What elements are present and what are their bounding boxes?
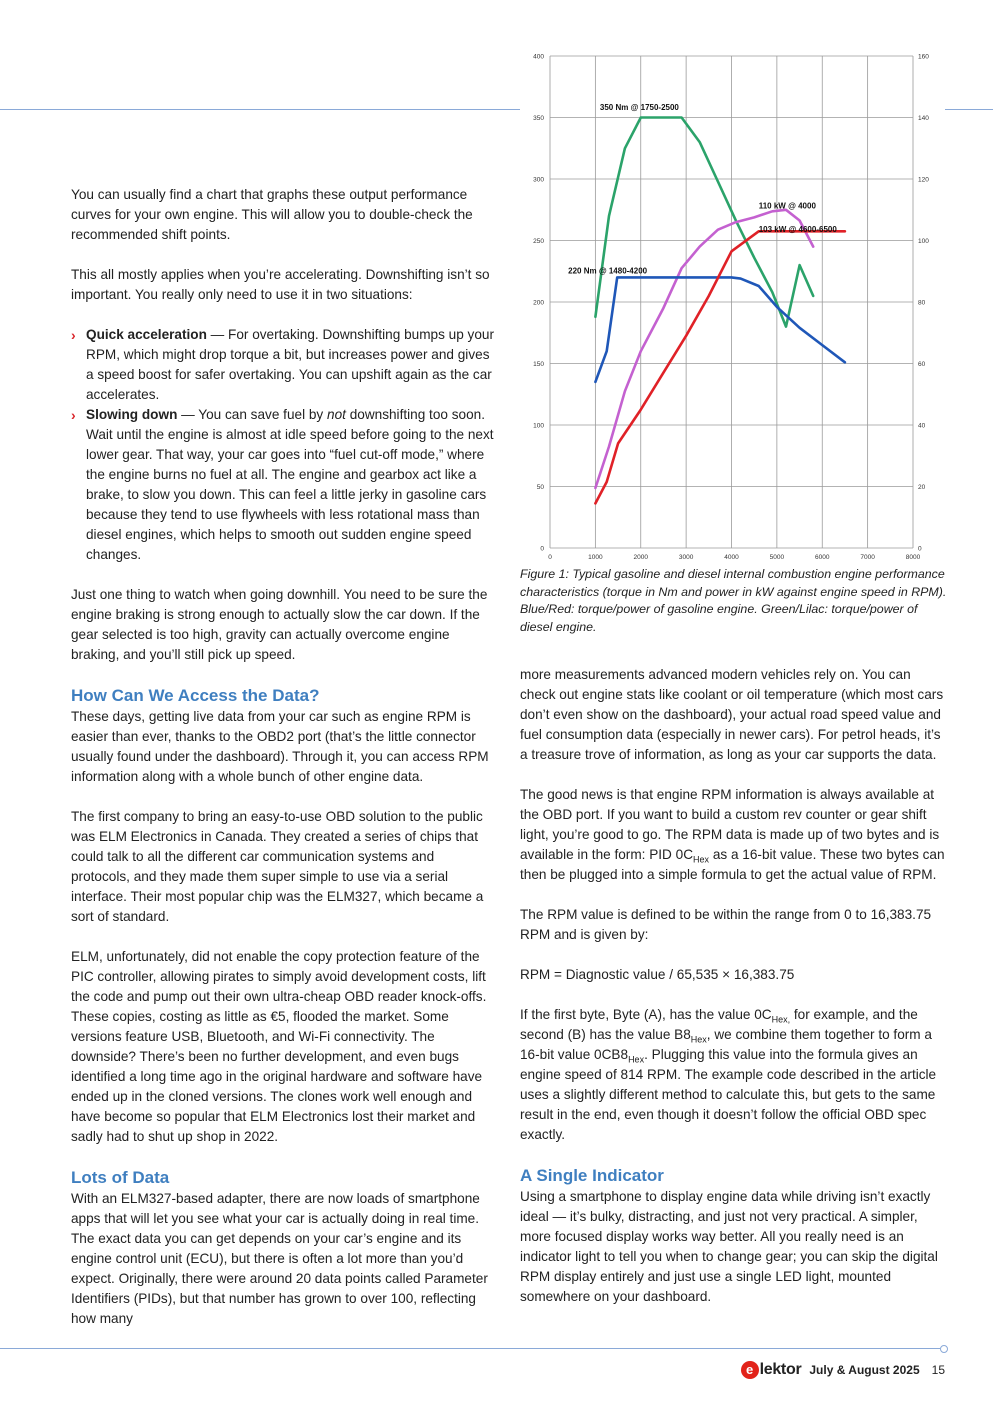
x-tick-label: 7000 [860, 554, 875, 561]
right-column [520, 665, 945, 1327]
header-rule-right [945, 109, 993, 110]
page-number: 15 [931, 1363, 945, 1377]
subscript: Hex [628, 1054, 645, 1065]
y-right-tick-label: 60 [918, 361, 926, 368]
x-tick-label: 4000 [724, 554, 739, 561]
bullet-list [71, 325, 496, 565]
text-run: as a 16-bit value. These two bytes can then be plugged into a simple formula to get the actual value of RPM. [520, 847, 945, 882]
paragraph: The RPM value is defined to be within the range from 0 to 16,383.75 RPM and is given by: [520, 907, 932, 942]
logo-mark: e [741, 1361, 759, 1379]
subscript: Hex [693, 854, 710, 865]
y-left-tick-label: 150 [533, 361, 544, 368]
y-right-tick-label: 100 [918, 238, 929, 245]
bullet-text: — You can save fuel by [177, 407, 328, 422]
paragraph: Using a smartphone to display engine data while driving isn’t exactly ideal — it’s bulky, distracting, and just not very practical. A simpler, more focused display works way better. All you really need is an indicator light to tell you when to change gear; you can skip the digital RPM display entirely and just use a single LED light, mounted somewhere on your dashboard. [520, 1189, 938, 1304]
page-footer [741, 1361, 945, 1379]
bullet-item [71, 405, 496, 565]
paragraph: You can usually find a chart that graphs these output performance curves for your own engine. This will allow you to double-check the recommended shift points. [71, 187, 473, 242]
series-line [595, 277, 845, 382]
elektor-logo [741, 1361, 802, 1379]
x-tick-label: 3000 [678, 554, 694, 561]
bullet-item [71, 325, 496, 405]
y-right-tick-label: 40 [918, 422, 926, 430]
text-run: If the first byte, Byte (A), has the value 0C [520, 1007, 772, 1022]
chart-annotation: 110 kW @ 4000 [758, 201, 816, 211]
chart-annotation: 220 Nm @ 1480-4200 [568, 266, 648, 276]
issue-date: July & August 2025 [809, 1363, 920, 1377]
logo-text: lektor [759, 1361, 802, 1378]
section-heading: Lots of Data [71, 1168, 170, 1187]
series-line [595, 210, 813, 488]
chart-annotation: 350 Nm @ 1750-2500 [599, 103, 679, 113]
paragraph: With an ELM327-based adapter, there are now loads of smartphone apps that will let you see what your car is actually doing in real time. The exact data you can get depends on your car’s engine and its engine control unit (ECU), but there is often a lot more than you’d expect. Originally, there were around 20 data points called Parameter Identifiers (PIDs), but that number has grown to over 100, reflecting how many [71, 1191, 488, 1326]
paragraph: These days, getting live data from your car such as engine RPM is easier than ever, thanks to the OBD2 port (that’s the little connector usually found under the dashboard). Through it, you can access RPM information along with a whole bunch of other engine data. [71, 709, 489, 784]
y-right-tick-label: 120 [918, 176, 929, 184]
x-tick-label: 0 [548, 554, 552, 561]
bullet-term: Quick acceleration [86, 327, 207, 342]
paragraph: Just one thing to watch when going downhill. You need to be sure the engine braking is strong enough to actually slow the car down. If the gear selected is too high, gravity can actually overcome engine braking, and you’ll still pick up speed. [71, 587, 488, 662]
subscript: Hex [690, 1034, 707, 1045]
y-left-tick-label: 300 [533, 176, 544, 184]
figure-caption: Figure 1: Typical gasoline and diesel internal combustion engine performance characteristics (torque in Nm and power in kW against engine speed in RPM). Blue/Red: torque/power of gasoline engine. Green/Lilac: torque/power of diesel engine. [520, 567, 947, 634]
bullet-term: Slowing down [86, 407, 178, 422]
bullet-emphasis: not [327, 407, 346, 422]
left-column [71, 185, 496, 1349]
section-heading: How Can We Access the Data? [71, 686, 320, 705]
text-run: for example, and the second (B) has the value B8 [520, 1007, 918, 1042]
paragraph [520, 785, 945, 885]
paragraph: The first company to bring an easy-to-use OBD solution to the public was ELM Electronics in Canada. They created a series of chips that could talk to all the different car communication systems and protocols, and they made them super simple to use via a serial interface. Their most popular chip was the ELM327, which became a sort of standard. [71, 809, 484, 924]
y-right-tick-label: 80 [918, 299, 926, 307]
text-run: . Plugging this value into the formula gives an engine speed of 814 RPM. The example code described in the article uses a slightly different method to calculate this, but gets to the same result in the end, even though it doesn’t follow the official OBD spec exactly. [520, 1047, 937, 1142]
x-tick-label: 2000 [633, 554, 648, 561]
paragraph: ELM, unfortunately, did not enable the copy protection feature of the PIC controller, allowing pirates to simply avoid development costs, lift the code and pump out their own ultra-cheap OBD reader knock-offs. These copies, costing as little as €5, flooded the market. Some versions feature USB, Bluetooth, and Wi-Fi connectivity. The downside? There’s been no further development, and even bugs identified a long time ago in the original hardware and software have ended up in the cloned versions. The clones work well enough and have become so popular that ELM Electronics lost their market and sadly had to shut up shop in 2022. [71, 949, 487, 1144]
y-right-tick-label: 0 [918, 545, 922, 553]
y-left-tick-label: 250 [533, 238, 544, 245]
y-right-tick-label: 140 [918, 115, 929, 122]
subscript: Hex, [771, 1014, 791, 1025]
paragraph: This all mostly applies when you’re accelerating. Downshifting isn’t so important. You really only need to use it in two situations: [71, 267, 490, 302]
footer-rule-dot [940, 1345, 948, 1353]
x-tick-label: 6000 [815, 554, 830, 561]
y-left-tick-label: 50 [536, 484, 544, 491]
y-left-tick-label: 100 [533, 422, 544, 430]
bullet-text: — For overtaking. Downshifting bumps up your RPM, which might drop torque a bit, but increases power and gives a speed boost for safer overtaking. You can upshift again as the car accelerates. [86, 327, 494, 402]
header-rule-left [0, 109, 520, 110]
y-right-tick-label: 20 [918, 484, 926, 491]
chevron-right-icon: › [71, 327, 76, 343]
section-heading: A Single Indicator [520, 1166, 664, 1185]
engine-performance-chart [520, 48, 940, 564]
y-right-tick-label: 160 [918, 53, 929, 61]
text-run: The good news is that engine RPM information is always available at the OBD port. If you want to build a custom rev counter or gear shift light, you’re good to go. The RPM data is made up of two bytes and is available in the form: PID 0C [520, 787, 940, 862]
formula: RPM = Diagnostic value / 65,535 × 16,383.75 [520, 967, 795, 982]
x-tick-label: 1000 [588, 554, 603, 561]
chart-annotation: 103 kW @ 4600-6500 [758, 224, 837, 234]
bullet-text: downshifting too soon. Wait until the engine is almost at idle speed before going to the next lower gear. That way, your car goes into “fuel cut-off mode,” where the engine burns no fuel at all. The engine and gearbox act like a brake, to slow you down. This can feel a little jerky in gasoline cars because they tend to use flywheels with less rotational mass than diesel engines, which helps to smooth out sudden engine speed changes. [86, 407, 494, 562]
y-left-tick-label: 350 [533, 115, 544, 122]
y-left-tick-label: 200 [533, 299, 544, 307]
paragraph [520, 1005, 945, 1145]
series-line [595, 118, 813, 327]
x-tick-label: 8000 [905, 554, 921, 561]
x-tick-label: 5000 [769, 554, 785, 561]
chevron-right-icon: › [71, 407, 76, 423]
text-run: , we combine them together to form a 16-bit value 0CB8 [520, 1027, 932, 1062]
y-left-tick-label: 0 [540, 545, 544, 553]
paragraph: more measurements advanced modern vehicles rely on. You can check out engine stats like coolant or oil temperature (which most cars don’t even show on the dashboard), your actual road speed value and fuel consumption data (especially in newer cars). For petrol heads, it’s a treasure trove of information, as long as your car supports the data. [520, 667, 944, 762]
y-left-tick-label: 400 [533, 53, 544, 61]
